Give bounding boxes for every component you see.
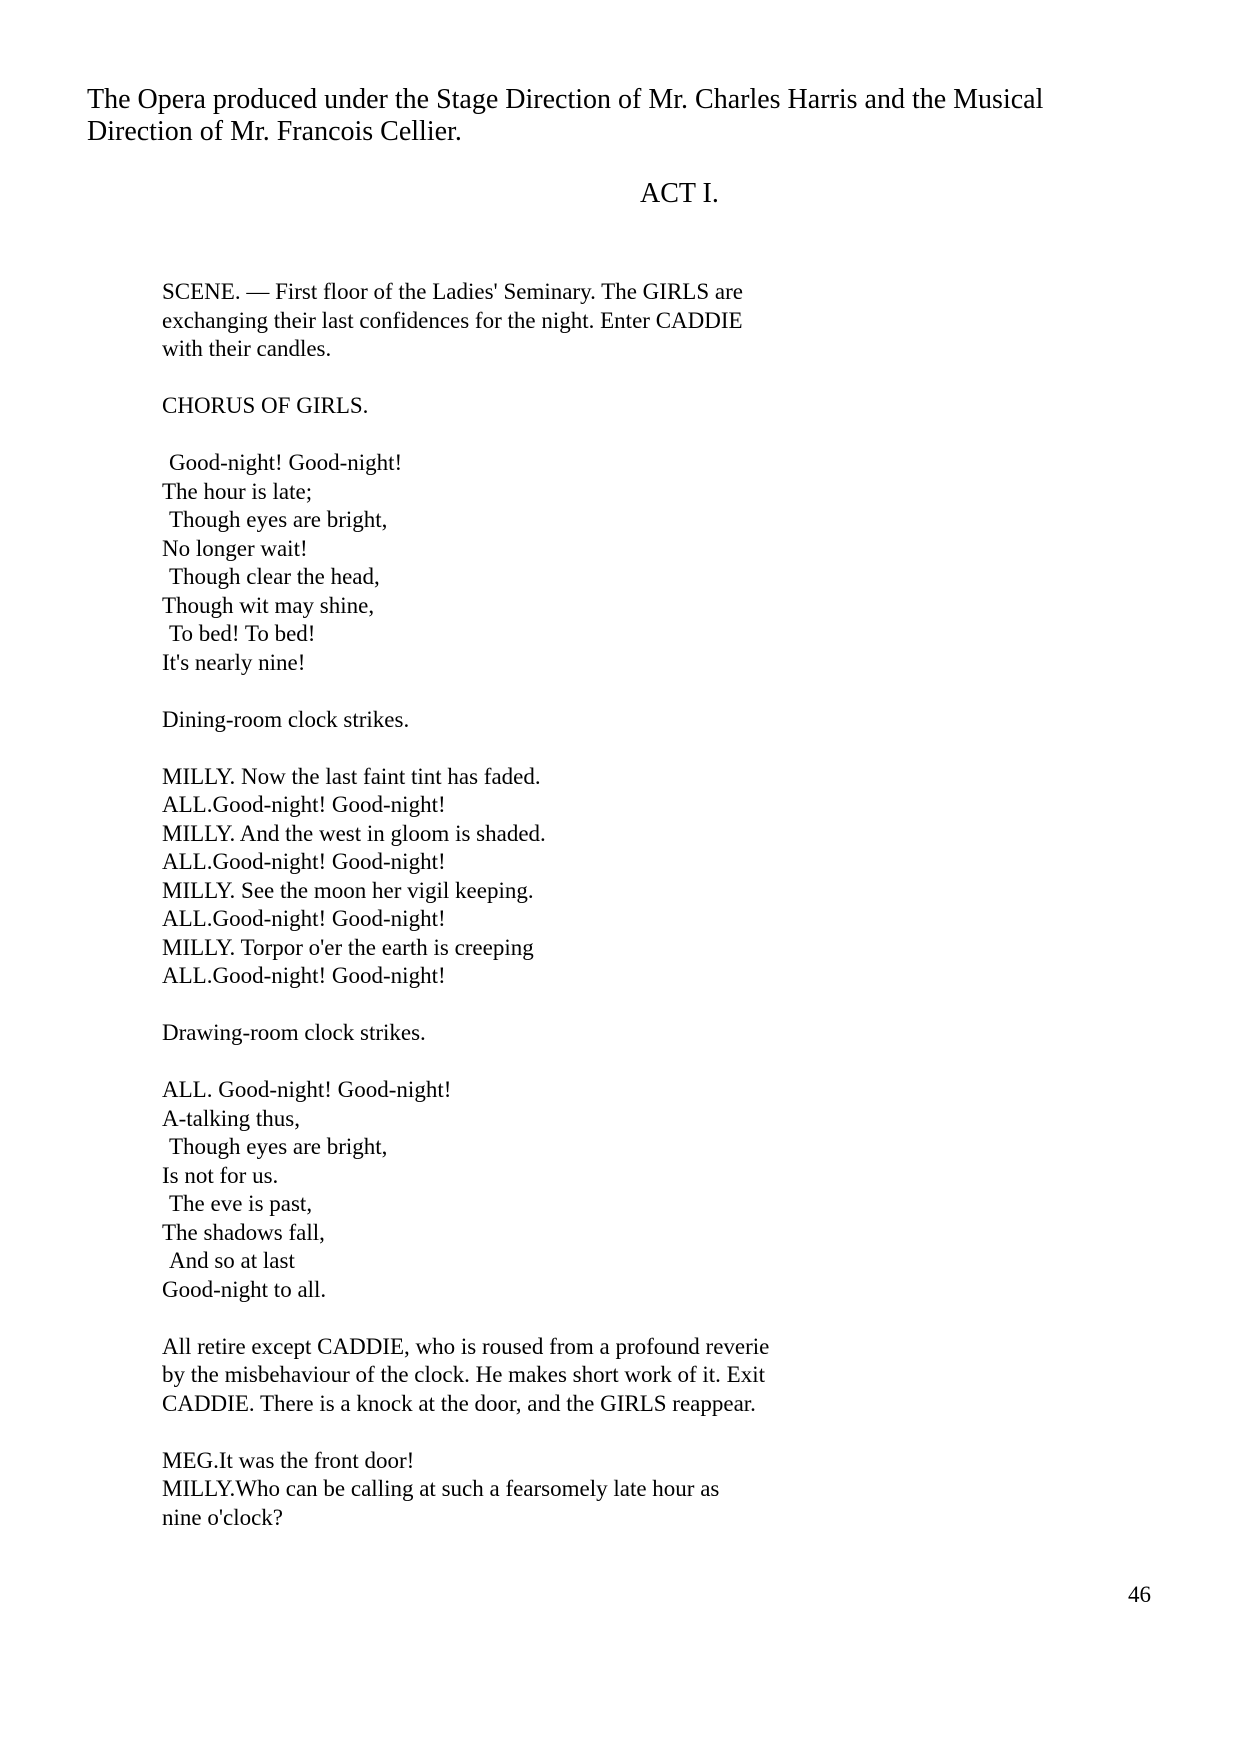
scene-line: with their candles. bbox=[162, 336, 332, 361]
stage-direction-2 bbox=[162, 1019, 862, 1048]
stage-direction-1 bbox=[162, 706, 862, 735]
verse-line: Though wit may shine, bbox=[162, 592, 375, 618]
dialogue-2 bbox=[162, 1447, 862, 1533]
intro-line-2: Direction of Mr. Francois Cellier. bbox=[87, 116, 462, 147]
verse-line: Good-night! Good-night! bbox=[169, 450, 403, 475]
stage-direction-line: by the misbehaviour of the clock. He makes short work of it. Exit bbox=[162, 1362, 765, 1387]
script-body bbox=[162, 278, 862, 1561]
verse-line: And so at last bbox=[169, 1248, 295, 1273]
verse-line: A-talking thus, bbox=[162, 1105, 300, 1131]
dialogue-1 bbox=[162, 763, 862, 991]
intro-paragraph bbox=[87, 84, 1187, 148]
verse-line: The hour is late; bbox=[162, 478, 313, 504]
dialogue-line: ALL.Good-night! Good-night! bbox=[162, 963, 446, 988]
verse-line: Though eyes are bright, bbox=[169, 1134, 388, 1159]
verse-line: ALL. Good-night! Good-night! bbox=[162, 1077, 452, 1102]
verse-line: The eve is past, bbox=[169, 1191, 313, 1216]
scene-description bbox=[162, 278, 862, 364]
dialogue-line: nine o'clock? bbox=[162, 1504, 284, 1530]
stage-direction-text: Dining-room clock strikes. bbox=[162, 706, 410, 732]
dialogue-line: MILLY.Who can be calling at such a fearsomely late hour as bbox=[162, 1476, 720, 1501]
scene-line: SCENE. — First floor of the Ladies' Seminary. The GIRLS are bbox=[162, 279, 743, 304]
verse-2 bbox=[162, 1076, 862, 1304]
verse-line: Though eyes are bright, bbox=[169, 507, 388, 532]
verse-line: No longer wait! bbox=[162, 535, 308, 561]
chorus-heading bbox=[162, 392, 862, 421]
stage-direction-line: All retire except CADDIE, who is roused from a profound reverie bbox=[162, 1333, 770, 1359]
dialogue-line: ALL.Good-night! Good-night! bbox=[162, 906, 446, 931]
dialogue-line: MEG.It was the front door! bbox=[162, 1447, 415, 1473]
dialogue-line: MILLY. See the moon her vigil keeping. bbox=[162, 877, 534, 903]
intro-line-1: The Opera produced under the Stage Direction of Mr. Charles Harris and the Musical bbox=[87, 84, 1044, 115]
verse-line: Though clear the head, bbox=[169, 564, 380, 589]
dialogue-line: MILLY. Now the last faint tint has faded. bbox=[162, 763, 541, 789]
chorus-heading-text: CHORUS OF GIRLS. bbox=[162, 393, 369, 418]
page-number: 46 bbox=[1128, 1582, 1151, 1607]
verse-line: It's nearly nine! bbox=[162, 649, 306, 675]
stage-direction-3 bbox=[162, 1333, 862, 1419]
verse-line: Is not for us. bbox=[162, 1162, 279, 1188]
dialogue-line: ALL.Good-night! Good-night! bbox=[162, 849, 446, 874]
dialogue-line: MILLY. Torpor o'er the earth is creeping bbox=[162, 934, 534, 960]
verse-1 bbox=[162, 449, 862, 677]
stage-direction-text: Drawing-room clock strikes. bbox=[162, 1020, 426, 1045]
verse-line: The shadows fall, bbox=[162, 1219, 325, 1245]
verse-line: Good-night to all. bbox=[162, 1276, 327, 1302]
dialogue-line: MILLY. And the west in gloom is shaded. bbox=[162, 820, 546, 846]
act-heading: ACT I. bbox=[640, 178, 719, 209]
dialogue-line: ALL.Good-night! Good-night! bbox=[162, 792, 446, 817]
scene-line: exchanging their last confidences for the night. Enter CADDIE bbox=[162, 307, 743, 333]
verse-line: To bed! To bed! bbox=[169, 621, 316, 646]
stage-direction-line: CADDIE. There is a knock at the door, and the GIRLS reappear. bbox=[162, 1390, 756, 1416]
